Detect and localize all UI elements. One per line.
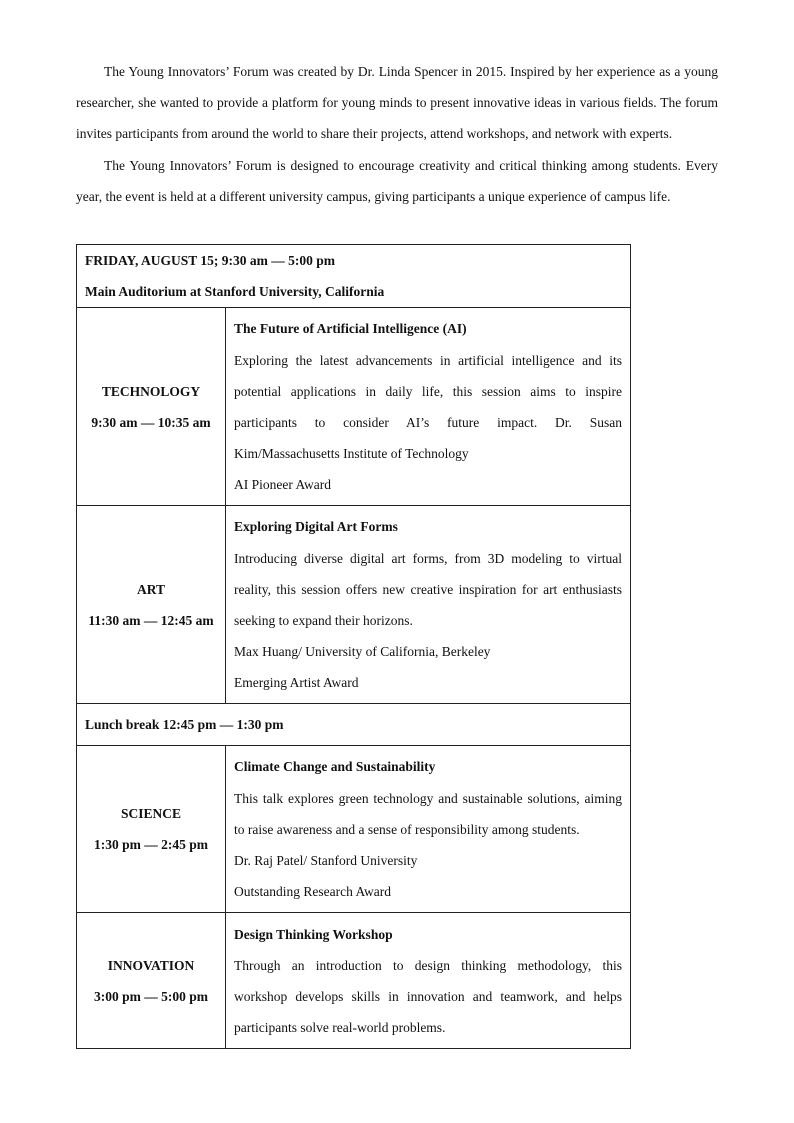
session-time: 1:30 pm — 2:45 pm	[94, 837, 208, 853]
session-description: Exploring the latest advancements in artificial intelligence and its potential applications in daily life, this session aims to inspire participants to consider AI’s future impact. Dr. Susan Kim/Massachusetts Institute of Technology	[234, 352, 623, 462]
schedule-table	[76, 244, 631, 1049]
session-speaker: Max Huang/ University of California, Berkeley	[234, 644, 491, 660]
session-award: Outstanding Research Award	[234, 884, 391, 900]
session-time: 3:00 pm — 5:00 pm	[94, 988, 208, 1004]
session-detail-cell	[226, 506, 631, 704]
session-category: SCIENCE	[120, 806, 182, 822]
intro-text	[76, 56, 718, 212]
schedule-header-row	[77, 245, 631, 308]
event-date-line: FRIDAY, AUGUST 15; 9:30 am — 5:00 pm	[85, 253, 336, 268]
intro-paragraph-2: The Young Innovators’ Forum is designed to encourage creativity and critical thinking among students. Every year, the event is held at a different university campus, giving participants a unique experience of campus life.	[76, 157, 718, 204]
session-description: This talk explores green technology and sustainable solutions, aiming to raise awareness and a sense of responsibility among students.	[234, 790, 623, 837]
session-label-cell	[77, 913, 226, 1049]
session-title: Design Thinking Workshop	[234, 926, 393, 942]
session-row-innovation	[77, 913, 631, 1049]
session-detail-cell	[226, 913, 631, 1049]
session-description: Introducing diverse digital art forms, from 3D modeling to virtual reality, this session offers new creative inspiration for art enthusiasts seeking to expand their horizons.	[234, 550, 623, 628]
session-title: Exploring Digital Art Forms	[234, 519, 398, 535]
session-description: Through an introduction to design thinking methodology, this workshop develops skills in innovation and teamwork, and helps participants solve real-world problems.	[234, 957, 623, 1036]
session-award: Emerging Artist Award	[234, 675, 359, 691]
session-category: INNOVATION	[107, 957, 195, 973]
session-label-cell	[77, 308, 226, 506]
session-row-art	[77, 506, 631, 704]
session-detail-cell	[226, 746, 631, 913]
session-label-cell	[77, 506, 226, 704]
schedule-header-cell	[77, 245, 631, 308]
intro-paragraph-1: The Young Innovators’ Forum was created by Dr. Linda Spencer in 2015. Inspired by her experience as a young researcher, she wanted to provide a platform for young minds to present innovative ideas in various fields. The forum invites participants from around the world to share their projects, attend workshops, and network with experts.	[76, 64, 718, 142]
session-speaker: Dr. Raj Patel/ Stanford University	[234, 853, 418, 868]
session-award: AI Pioneer Award	[234, 477, 331, 493]
session-time: 11:30 am — 12:45 am	[88, 612, 214, 628]
session-category: TECHNOLOGY	[101, 383, 201, 399]
lunch-row	[77, 704, 631, 746]
session-time: 9:30 am — 10:35 am	[91, 414, 211, 430]
session-title: The Future of Artificial Intelligence (AI)	[234, 321, 467, 337]
session-label-cell	[77, 746, 226, 913]
session-detail-cell	[226, 308, 631, 506]
session-category: ART	[136, 581, 166, 597]
session-row-technology	[77, 308, 631, 506]
session-title: Climate Change and Sustainability	[234, 759, 436, 775]
session-row-science	[77, 746, 631, 913]
event-venue-line: Main Auditorium at Stanford University, California	[85, 284, 385, 300]
lunch-break-cell: Lunch break 12:45 pm — 1:30 pm	[77, 704, 631, 746]
